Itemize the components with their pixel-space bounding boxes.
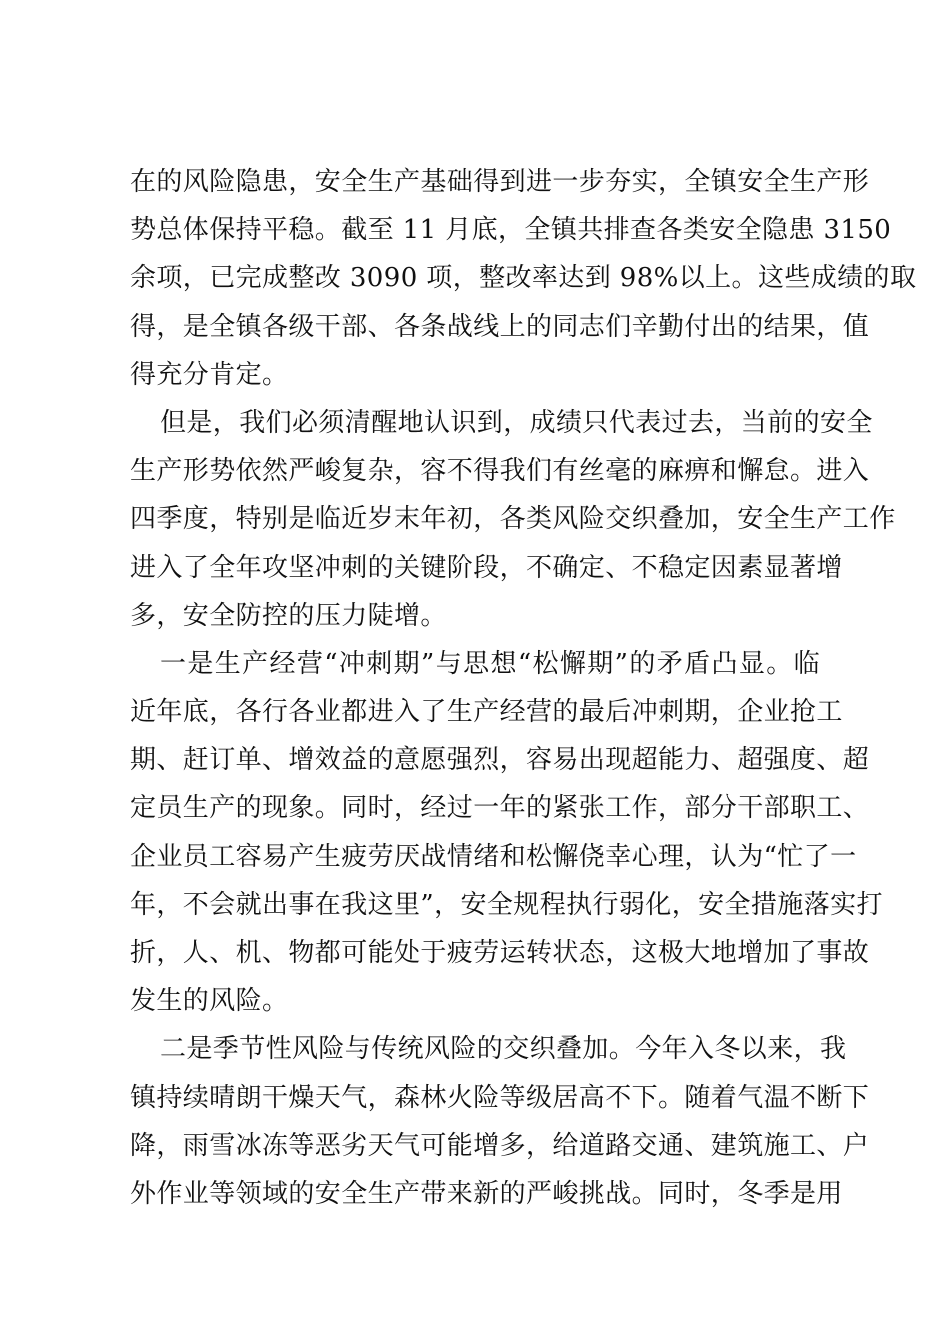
text-line: 折，人、机、物都可能处于疲劳运转状态，这极大地增加了事故 bbox=[130, 938, 870, 968]
text-line: 得充分肯定。 bbox=[130, 359, 289, 390]
text-line: 年，不会就出事在我这里”，安全规程执行弱化，安全措施落实打 bbox=[130, 889, 883, 920]
text-line: 发生的风险。 bbox=[130, 986, 289, 1017]
text-line: 进入了全年攻坚冲刺的关键阶段，不确定、不稳定因素显著增 bbox=[130, 552, 843, 583]
text-line: 生产形势依然严峻复杂，容不得我们有丝毫的麻痹和懈怠。进入 bbox=[130, 456, 870, 487]
text-line: 一是生产经营“冲刺期”与思想“松懈期”的矛盾凸显。临 bbox=[160, 648, 820, 679]
text-line: 企业员工容易产生疲劳厌战情绪和松懈侥幸心理，认为“忙了一 bbox=[130, 841, 857, 872]
text-line: 势总体保持平稳。截至 11 月底，全镇共排查各类安全隐患 3150 bbox=[130, 215, 892, 246]
text-line: 但是，我们必须清醒地认识到，成绩只代表过去，当前的安全 bbox=[160, 407, 873, 438]
text-line: 镇持续晴朗干燥天气，森林火险等级居高不下。随着气温不断下 bbox=[130, 1082, 870, 1113]
text-line: 二是季节性风险与传统风险的交织叠加。今年入冬以来，我 bbox=[160, 1034, 847, 1065]
text-line: 在的风险隐患，安全生产基础得到进一步夯实，全镇安全生产形 bbox=[130, 167, 870, 197]
text-line: 余项，已完成整改 3090 项，整改率达到 98%以上。这些成绩的取 bbox=[130, 263, 917, 294]
text-line: 降，雨雪冰冻等恶劣天气可能增多，给道路交通、建筑施工、户 bbox=[130, 1130, 870, 1161]
text-line: 外作业等领域的安全生产带来新的严峻挑战。同时，冬季是用 bbox=[130, 1178, 843, 1209]
text-line: 得，是全镇各级干部、各条战线上的同志们辛勤付出的结果，值 bbox=[130, 311, 870, 342]
text-line: 定员生产的现象。同时，经过一年的紧张工作，部分干部职工、 bbox=[130, 793, 870, 824]
text-line: 近年底，各行各业都进入了生产经营的最后冲刺期，企业抢工 bbox=[130, 697, 843, 728]
text-line: 多，安全防控的压力陡增。 bbox=[130, 600, 447, 631]
text-line: 期、赶订单、增效益的意愿强烈，容易出现超能力、超强度、超 bbox=[130, 745, 870, 776]
text-line: 四季度，特别是临近岁末年初，各类风险交织叠加，安全生产工作 bbox=[130, 504, 896, 535]
document-body bbox=[130, 158, 917, 1218]
